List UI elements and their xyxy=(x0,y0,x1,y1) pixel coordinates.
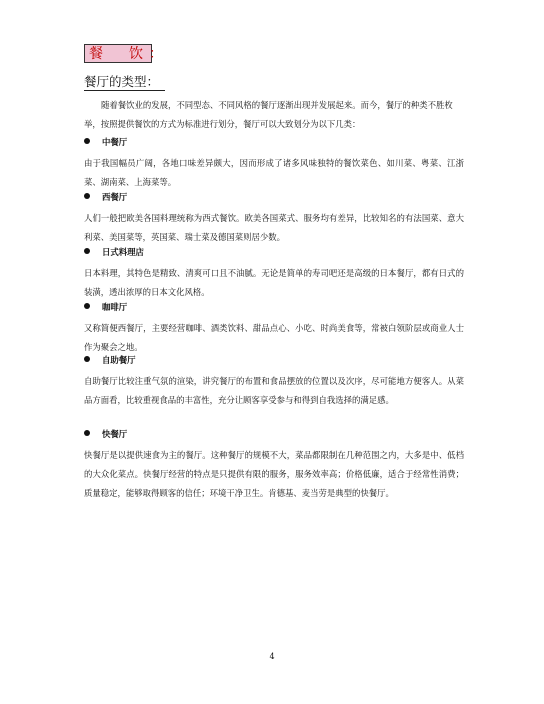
bullet-icon xyxy=(84,138,90,144)
list-item-western-restaurant xyxy=(84,189,464,247)
bullet-icon xyxy=(84,303,90,309)
list-item-buffet xyxy=(84,352,464,410)
bullet-icon xyxy=(84,430,90,436)
bullet-icon xyxy=(84,193,90,199)
list-item-japanese-restaurant xyxy=(84,244,464,302)
item-title: 中餐厅 xyxy=(102,137,128,147)
item-title: 自助餐厅 xyxy=(102,355,136,365)
bullet-icon xyxy=(84,248,90,254)
page-number: 4 xyxy=(269,652,275,661)
list-item-chinese-restaurant xyxy=(84,134,464,192)
item-body: 快餐厅是以提供速食为主的餐厅。这种餐厅的规模不大，菜品都限制在几种范围之内，大多是中、低档的大众化菜点。快餐厅经营的特点是只提供有限的服务，服务效率高；价格低廉，适合于经常性消费；质量稳定，能够取得顾客的信任；环境干净卫生。肯德基、麦当劳是典型的快餐厅。 xyxy=(84,450,464,498)
item-body: 日本料理，其特色是精致、清爽可口且不油腻。无论是简单的寿司吧还是高级的日本餐厅，都有日式的装潢，透出浓厚的日本文化风格。 xyxy=(84,268,464,297)
list-item-fast-food xyxy=(84,426,464,503)
item-title: 日式料理店 xyxy=(102,247,144,257)
item-body: 人们一般把欧美各国料理统称为西式餐饮。欧美各国菜式、服务均有差异，比较知名的有法国菜、意大利菜、美国菜等，英国菜、瑞士菜及德国菜则居少数。 xyxy=(84,213,464,242)
section-heading: 餐厅的类型： xyxy=(84,74,165,91)
chapter-label: 餐 饮： xyxy=(84,44,152,63)
item-body: 自助餐厅比较注重气氛的渲染，讲究餐厅的布置和食品摆放的位置以及次序，尽可能地方便客人。从菜品方面看，比较重视食品的丰富性，充分让顾客享受参与和得到自我选择的满足感。 xyxy=(84,376,464,405)
intro-paragraph: 随着餐饮业的发展，不同型态、不同风格的餐厅逐渐出现并发展起来。而今，餐厅的种类不胜枚举，按照提供餐饮的方式为标准进行划分，餐厅可以大致划分为以下几类： xyxy=(84,100,453,129)
item-body: 由于我国幅员广阔，各地口味差异颇大，因而形成了诸多风味独特的餐饮菜色、如川菜、粤菜、江浙菜、湖南菜、上海菜等。 xyxy=(84,158,464,187)
item-title: 快餐厅 xyxy=(102,429,128,439)
bullet-icon xyxy=(84,356,90,362)
list-item-cafe xyxy=(84,299,464,357)
item-title: 咖啡厅 xyxy=(102,302,128,312)
item-title: 西餐厅 xyxy=(102,192,128,202)
item-body: 又称简便西餐厅，主要经营咖啡、酒类饮料、甜品点心、小吃、时尚美食等，常被白领阶层或商业人士作为聚会之地。 xyxy=(84,323,464,352)
